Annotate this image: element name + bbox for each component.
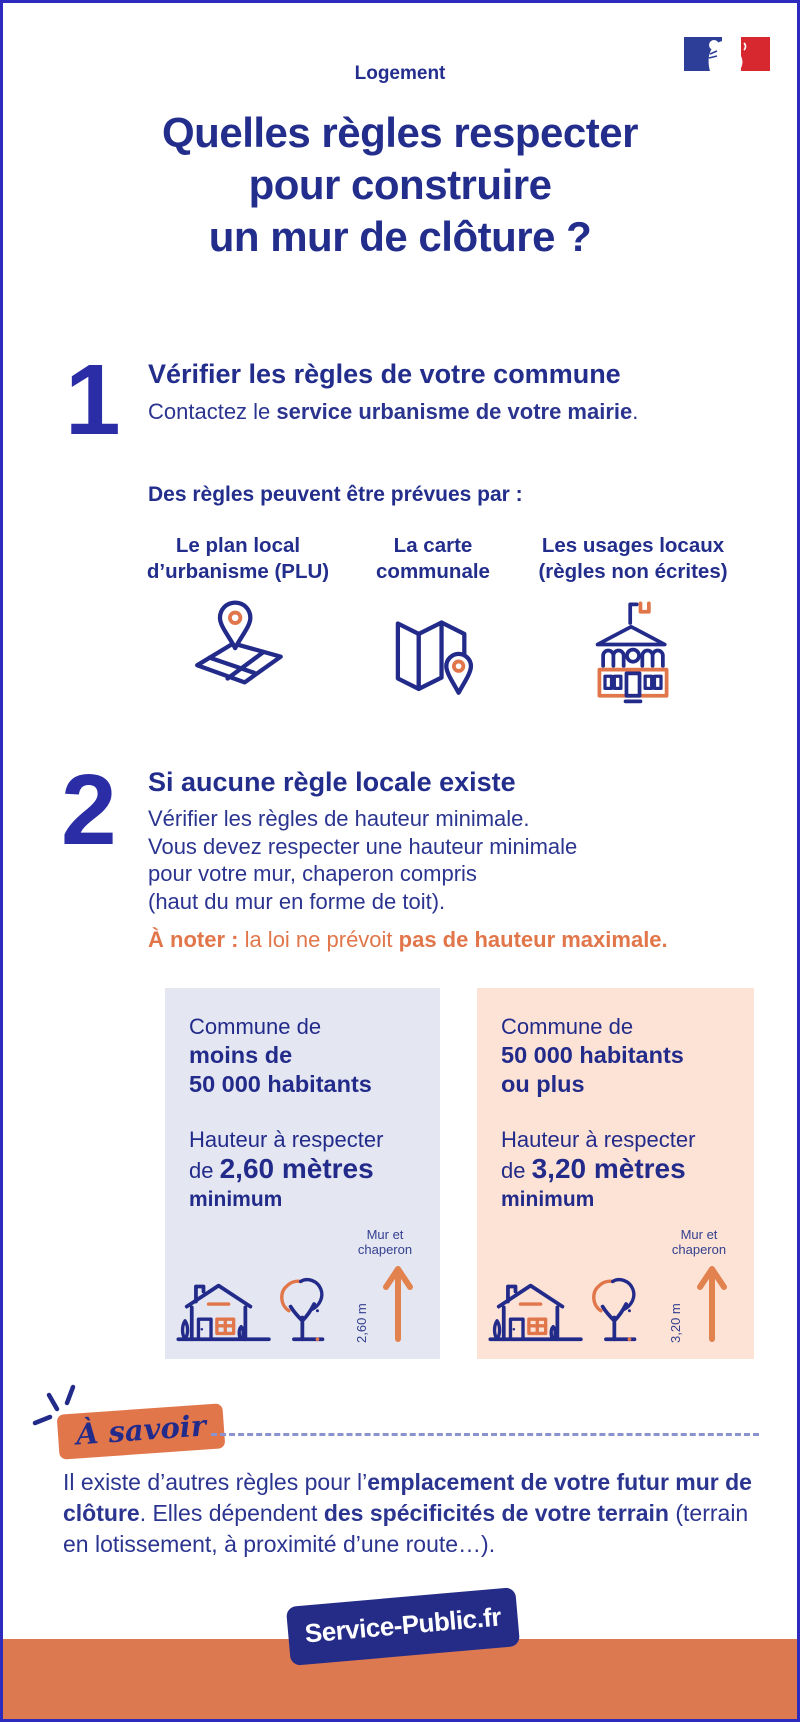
step2-body-line4: (haut du mur en forme de toit). [148, 888, 446, 914]
option-plu [123, 533, 353, 707]
option-usages-label-line2: (règles non écrites) [538, 560, 728, 583]
town-hall-icon [577, 595, 689, 707]
title-line-2: pour construire [248, 161, 552, 208]
note-bold: pas de hauteur maximale. [398, 927, 668, 952]
note-label: À noter : [148, 927, 239, 952]
map-pin-icon [184, 595, 292, 707]
card2-height-value: 3,20 mètres [531, 1153, 686, 1184]
option-plu-label-line1: Le plan local [175, 534, 301, 557]
page-title [3, 107, 797, 263]
house-and-tree-icon [175, 1267, 330, 1347]
category-label: Logement [354, 63, 446, 84]
card1-arrow-label-line1: Mur et [366, 1227, 404, 1242]
up-arrow-icon [695, 1261, 729, 1343]
card-large-commune [477, 988, 754, 1359]
card1-arrow-label [358, 1227, 412, 1257]
card-small-commune [165, 988, 440, 1359]
card1-population-line1: moins de [189, 1042, 293, 1068]
know-bold2: des spécificités de votre terrain [323, 1500, 669, 1526]
card2-intro: Commune de [501, 1014, 634, 1039]
card2-measure-group [656, 1227, 742, 1345]
know-part1: Il existe d’autres règles pour l’ [63, 1469, 368, 1495]
card1-measure-value: 2,60 m [354, 1303, 369, 1343]
step2-body-line2: Vous devez respecter une hauteur minimale [148, 833, 578, 859]
card2-measure-value: 3,20 m [668, 1303, 683, 1343]
rule-options [123, 533, 753, 707]
know-bold1: emplacement de votre futur mur de clôture [63, 1469, 752, 1526]
card2-arrow-label-line1: Mur et [680, 1227, 718, 1242]
option-carte-label-line2: communale [376, 560, 490, 583]
card2-height-prefix: de [501, 1158, 532, 1183]
step2-title: Si aucune règle locale existe [148, 767, 516, 797]
house-and-tree-icon [487, 1267, 642, 1347]
card2-height-min: minimum [501, 1188, 595, 1211]
card2-height-line [501, 1154, 754, 1185]
title-line-1: Quelles règles respecter [162, 109, 638, 156]
card1-height-value: 2,60 mètres [219, 1153, 374, 1184]
option-carte [363, 533, 503, 707]
step2-number: 2 [61, 754, 117, 866]
step2-body-line3: pour votre mur, chaperon compris [148, 861, 477, 886]
option-usages-label [538, 533, 727, 585]
card1-intro: Commune de [189, 1014, 322, 1039]
step2-note [148, 927, 668, 953]
step1-number: 1 [65, 344, 121, 456]
option-usages [513, 533, 753, 707]
know-paragraph [63, 1467, 755, 1560]
step1-intro-bold: service urbanisme de votre mairie [276, 399, 633, 424]
service-public-badge: Service-Public.fr [286, 1587, 520, 1666]
card1-height-line [189, 1154, 440, 1185]
step1-subheading: Des règles peuvent être prévues par : [148, 483, 523, 506]
step1-intro [148, 399, 638, 425]
card2-population-line2: ou plus [501, 1071, 585, 1097]
card2-population-line1: 50 000 habitants [501, 1042, 684, 1068]
card1-population-line2: 50 000 habitants [189, 1071, 372, 1097]
up-arrow-icon [381, 1261, 415, 1343]
step2-body-line1: Vérifier les règles de hauteur minimale. [148, 806, 530, 831]
card1-height-prefix: de [189, 1158, 220, 1183]
card2-arrow-label [672, 1227, 726, 1257]
step1-intro-end: . [632, 399, 639, 424]
know-part2: . Elles dépendent [139, 1500, 324, 1526]
dashed-divider [211, 1433, 759, 1436]
card2-height-intro: Hauteur à respecter [501, 1127, 696, 1152]
know-part3: (terrain en lotissement, à proximité d’une route…). [63, 1500, 749, 1557]
folded-map-icon [379, 595, 487, 707]
step2-body [148, 805, 577, 915]
option-usages-label-line1: Les usages locaux [541, 534, 725, 557]
card1-measure-group [342, 1227, 428, 1345]
note-normal: la loi ne prévoit [238, 927, 399, 952]
step1-intro-normal: Contactez le [148, 399, 277, 424]
option-carte-label-line1: La carte [393, 534, 473, 557]
card2-arrow-label-line2: chaperon [671, 1242, 727, 1257]
a-savoir-badge: À savoir [57, 1403, 226, 1459]
card1-arrow-label-line2: chaperon [357, 1242, 413, 1257]
option-plu-label [147, 533, 329, 585]
option-carte-label [376, 533, 490, 585]
card1-height-min: minimum [189, 1188, 283, 1211]
card1-height-intro: Hauteur à respecter [189, 1127, 384, 1152]
step1-title: Vérifier les règles de votre commune [148, 359, 621, 389]
title-line-3: un mur de clôture ? [208, 213, 592, 260]
option-plu-label-line2: d’urbanisme (PLU) [146, 560, 330, 583]
